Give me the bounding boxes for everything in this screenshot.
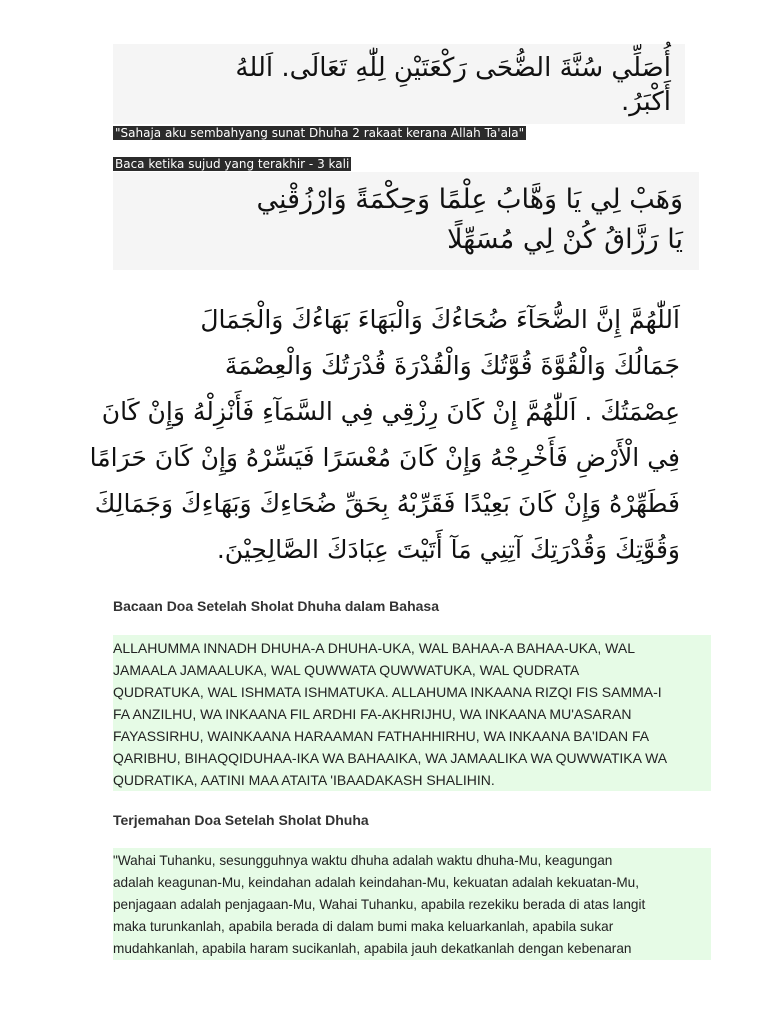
latin-line-2: JAMAALA JAMAALUKA, WAL QUWWATA QUWWATUKA, WAL QUDRATA bbox=[113, 662, 580, 678]
translation-line-2: adalah keagunan-Mu, keindahan adalah keindahan-Mu, kekuatan adalah kekuatan-Mu, bbox=[113, 875, 640, 890]
latin-line-7: QUDRATIKA, AATINI MAA ATAITA 'IBAADAKASH SHALIHIN. bbox=[113, 772, 495, 788]
translation-line-4: maka turunkanlah, apabila berada di dalam bumi maka keluarkanlah, apabila sukar bbox=[113, 919, 614, 934]
latin-line-4: FA ANZILHU, WA INKAANA FIL ARDHI FA-AKHRIJHU, WA INKAANA MU'ASARAN bbox=[113, 706, 632, 722]
latin-line-1: ALLAHUMMA INNADH DHUHA-A DHUHA-UKA, WAL BAHAA-A BAHAA-UKA, WAL bbox=[113, 640, 635, 656]
doa-arabic-line-5: فَطَهِّرْهُ وَإِنْ كَانَ بَعِيْدًا فَقَرِّبْهُ بِحَقِّ ضُحَاءِكَ وَبَهَاءِكَ وَجَمَالِكَ bbox=[94, 489, 680, 518]
sujud-arabic-line-1: وَهَبْ لِي يَا وَهَّابُ عِلْمًا وَحِكْمَةً وَارْزُقْنِي bbox=[256, 184, 683, 215]
translation-line-5: mudahkanlah, apabila haram sucikanlah, apabila jauh dekatkanlah dengan kebenaran bbox=[113, 941, 632, 956]
doa-arabic-line-1: اَللّٰهُمَّ إِنَّ الضُّحَآءَ ضُحَاءُكَ وَالْبَهَاءَ بَهَاءُكَ وَالْجَمَالَ bbox=[200, 305, 680, 334]
doa-arabic-image bbox=[89, 296, 680, 572]
translation-section-heading: Terjemahan Doa Setelah Sholat Dhuha bbox=[113, 812, 369, 828]
doa-arabic-line-4: فِي الْأَرْضِ فَأَخْرِجْهُ وَإِنْ كَانَ مُعْسَرًا فَيَسِّرْهُ وَإِنْ كَانَ حَرَامًا bbox=[89, 443, 680, 472]
latin-line-5: FAYASSIRHU, WAINKAANA HARAAMAN FATHAHHIRHU, WA INKAANA BA'IDAN FA bbox=[113, 728, 650, 744]
doa-arabic-line-2: جَمَالُكَ وَالْقُوَّةَ قُوَّتُكَ وَالْقُدْرَةَ قُدْرَتُكَ وَالْعِصْمَةَ bbox=[224, 351, 680, 380]
doa-arabic-line-6: وَقُوَّتِكَ وَقُدْرَتِكَ آتِنِي مَآ أَتَيْتَ عِبَادَكَ الصَّالِحِيْنَ. bbox=[216, 535, 680, 564]
sujud-caption: Baca ketika sujud yang terakhir - 3 kali bbox=[115, 157, 350, 171]
sujud-arabic-image bbox=[113, 172, 699, 270]
translation-line-1: "Wahai Tuhanku, sesungguhnya waktu dhuha adalah waktu dhuha-Mu, keagungan bbox=[113, 853, 613, 868]
translation-text-box bbox=[113, 848, 711, 960]
latin-line-6: QARIBHU, BIHAQQIDUHAA-IKA WA BAHAAIKA, WA JAMAALIKA WA QUWWATIKA WA bbox=[113, 750, 668, 766]
latin-text-box bbox=[113, 635, 711, 791]
niat-arabic-line-2: أَكْبَرُ. bbox=[620, 87, 671, 117]
niat-arabic-line-1: أُصَلِّي سُنَّةَ الضُّحَى رَكْعَتَيْنِ لِلّٰهِ تَعَالَى. اَللهُ bbox=[235, 53, 671, 83]
translation-line-3: penjagaan adalah penjagaan-Mu, Wahai Tuhanku, apabila rezekiku berada di atas langit bbox=[113, 897, 646, 912]
doa-arabic-line-3: عِصْمَتُكَ . اَللّٰهُمَّ إِنْ كَانَ رِزْقِي فِي السَّمَآءِ فَأَنْزِلْهُ وَإِنْ كَانَ bbox=[101, 397, 680, 426]
niat-arabic-image bbox=[113, 44, 685, 124]
latin-section-heading: Bacaan Doa Setelah Sholat Dhuha dalam Bahasa bbox=[113, 598, 439, 614]
latin-line-3: QUDRATUKA, WAL ISHMATA ISHMATUKA. ALLAHUMA INKAANA RIZQI FIS SAMMA-I bbox=[113, 684, 662, 700]
sujud-arabic-line-2: يَا رَزَّاقُ كُنْ لِي مُسَهِّلًا bbox=[447, 224, 683, 255]
niat-caption: "Sahaja aku sembahyang sunat Dhuha 2 rakaat kerana Allah Ta'ala" bbox=[115, 126, 525, 140]
